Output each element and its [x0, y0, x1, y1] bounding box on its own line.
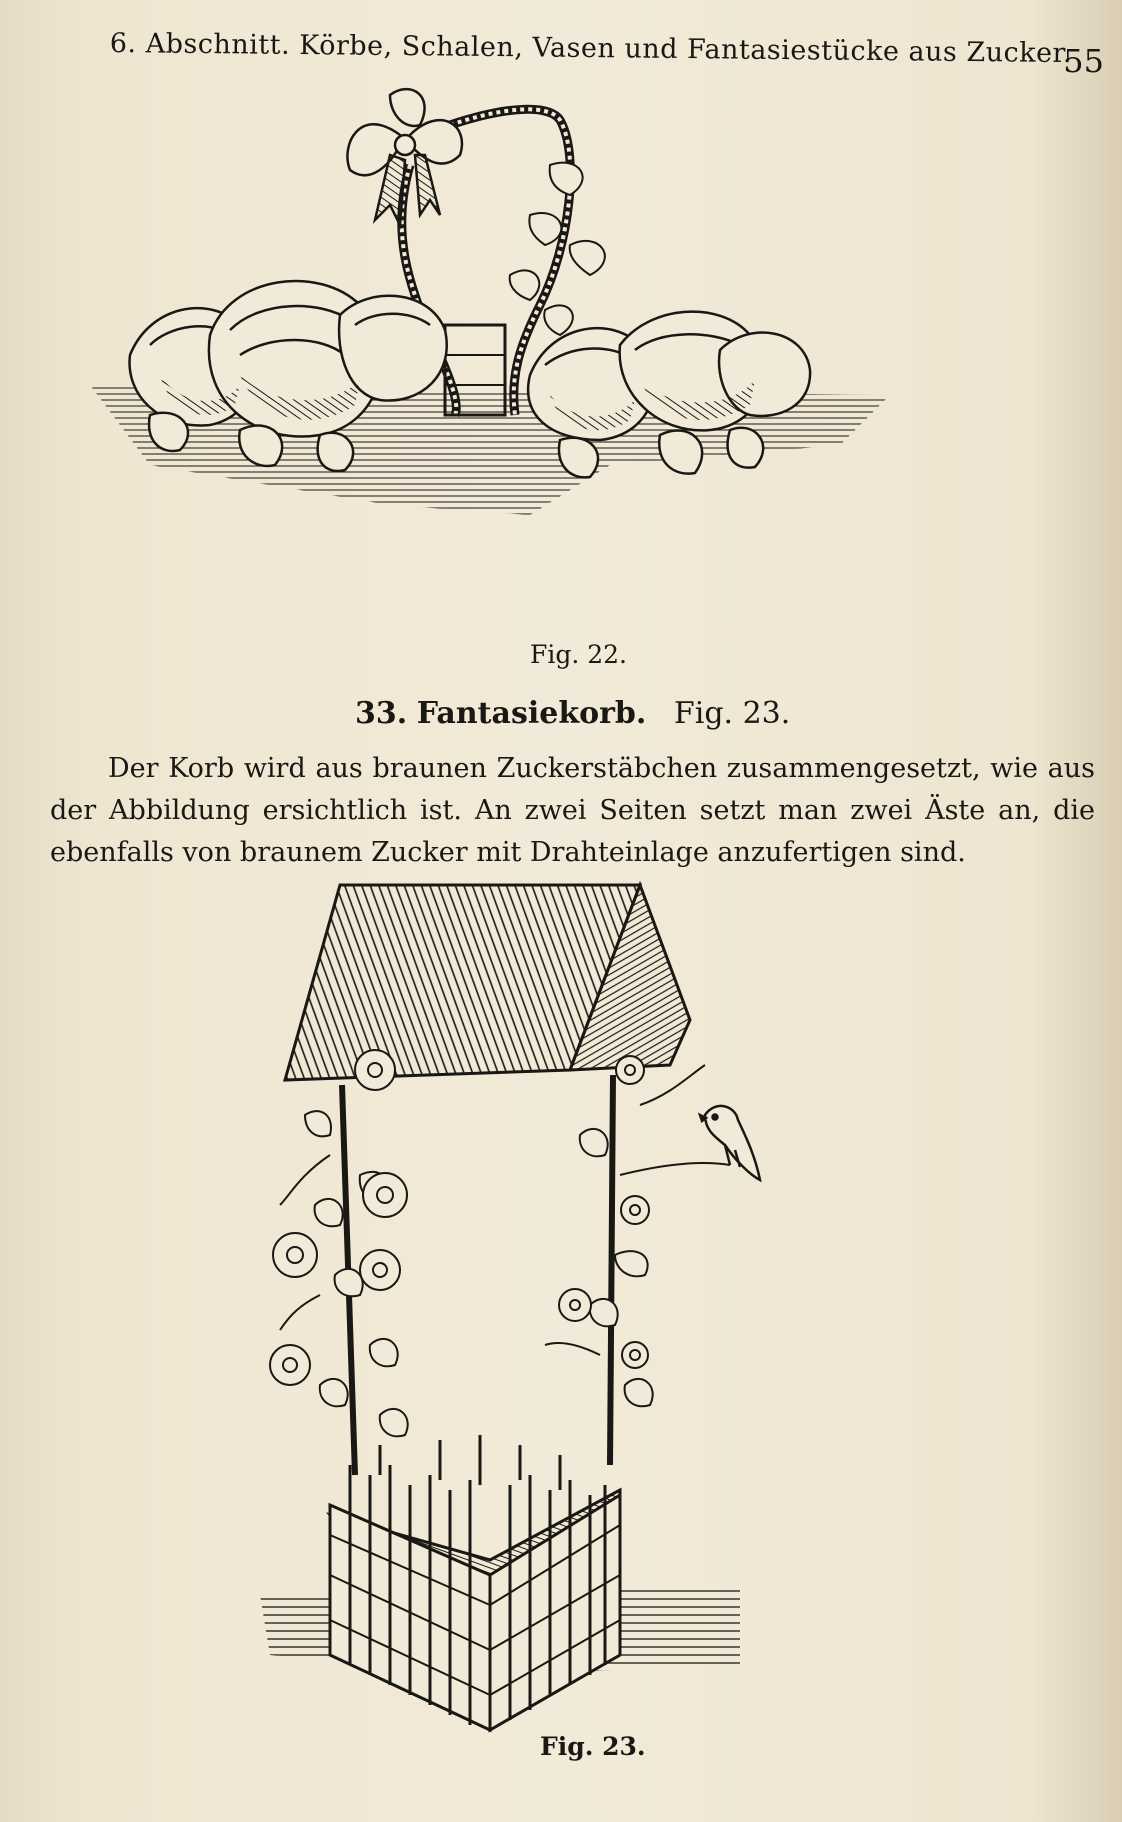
fenced-basket	[330, 1435, 620, 1730]
right-roses	[528, 312, 810, 478]
figure-23-caption: Fig. 23.	[540, 1732, 646, 1761]
figure-23-illustration	[260, 875, 900, 1735]
section-title: Fantasiekorb.	[416, 696, 647, 731]
left-flowering-branch	[270, 1050, 408, 1436]
body-text	[50, 748, 1095, 874]
basket-roof	[285, 885, 690, 1080]
page-number: 55	[1063, 42, 1104, 80]
bird	[700, 1106, 760, 1180]
body-paragraph: Der Korb wird aus braunen Zuckerstäbchen zusammengesetzt, wie aus der Abbildung ersichtlich ist. An zwei Seiten setzt man zwei Äste an, die ebenfalls von braunem Zucker mit Drahteinlage anzufertigen sind.	[50, 753, 1095, 868]
running-head: 6. Abschnitt. Körbe, Schalen, Vasen und Fantasiestücke aus Zucker.	[109, 28, 1073, 70]
figure-22-illustration	[90, 85, 1040, 625]
section-number: 33.	[355, 696, 408, 731]
figure-22-caption: Fig. 22.	[530, 640, 627, 669]
right-flowering-branch	[545, 1056, 730, 1406]
section-figure-ref: Fig. 23.	[673, 696, 791, 731]
section-heading	[355, 696, 790, 731]
